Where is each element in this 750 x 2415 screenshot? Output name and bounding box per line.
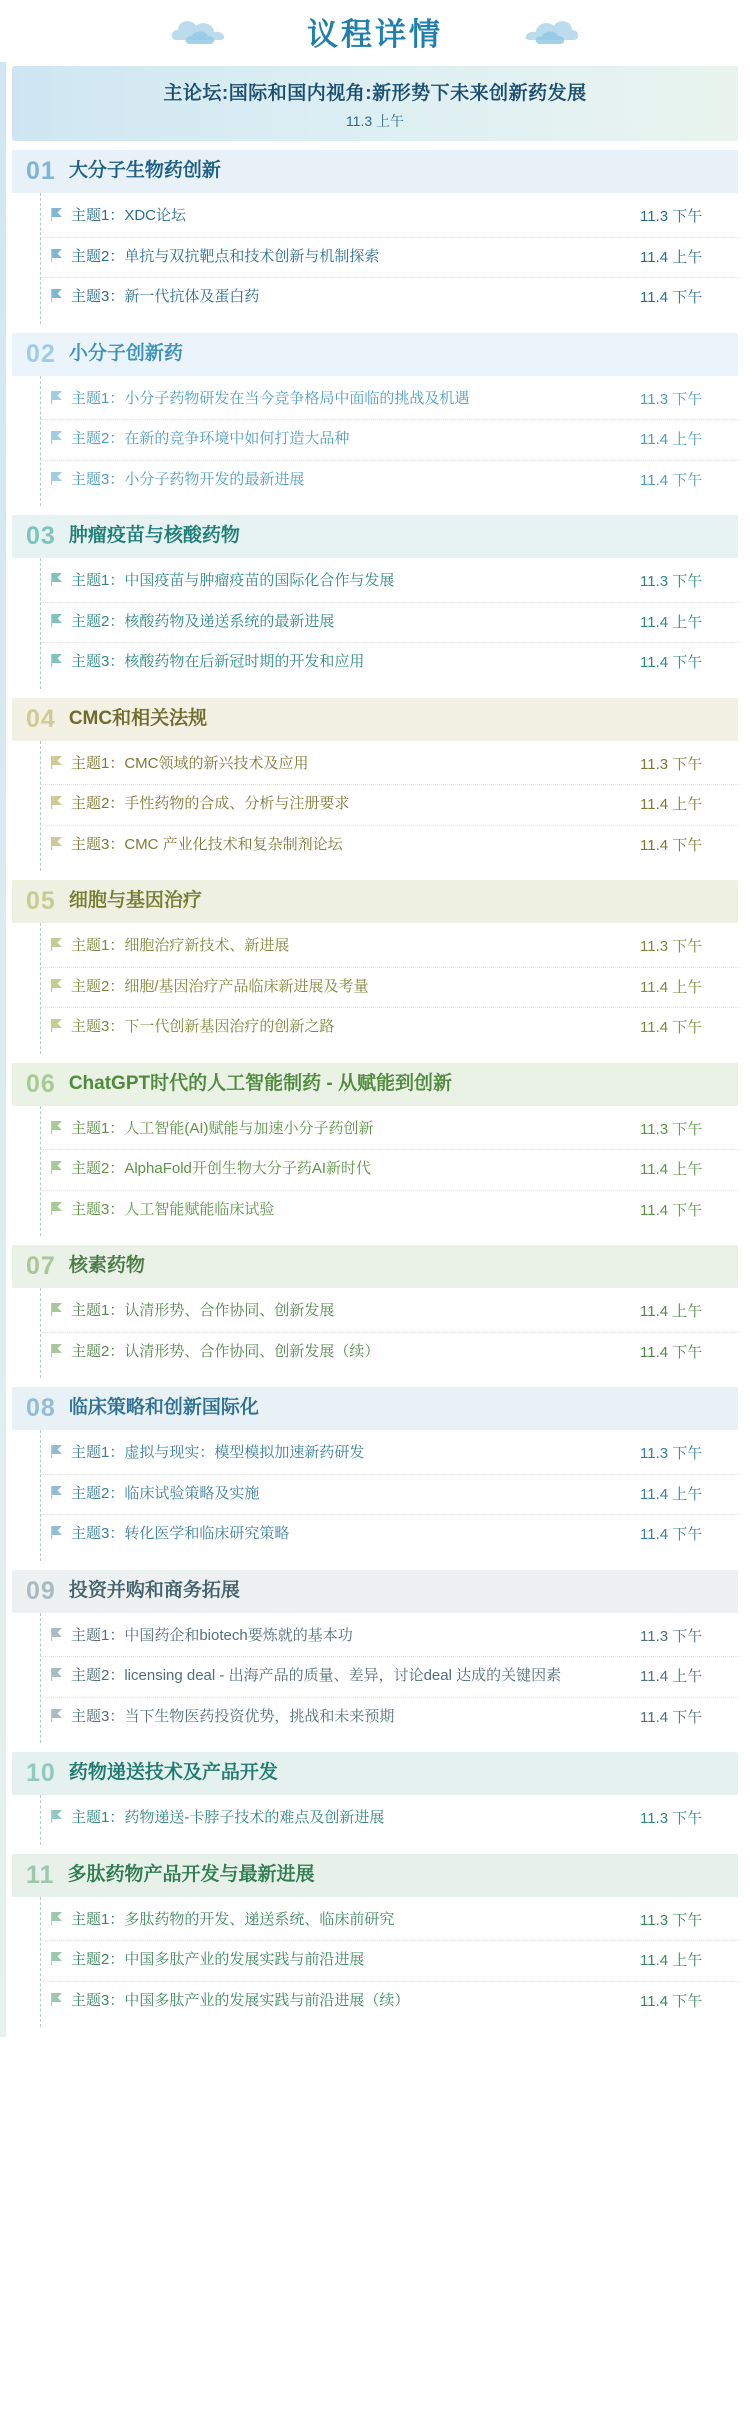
section-title: 肿瘤疫苗与核酸药物	[68, 525, 240, 547]
topic-title: 主题2：单抗与双抗靶点和技术创新与机制探索	[71, 247, 380, 265]
agenda-sections	[0, 150, 750, 2027]
list-item[interactable]	[41, 562, 738, 603]
section-title: 小分子创新药	[68, 342, 183, 364]
topic-list	[40, 1795, 738, 1845]
agenda-section	[12, 1387, 738, 1561]
topic-time: 11.4 下午	[640, 289, 703, 306]
topic-title: 主题1：小分子药物研发在当今竞争格局中面临的挑战及机遇	[71, 389, 470, 407]
section-header[interactable]	[12, 1570, 738, 1613]
flag-icon	[51, 472, 63, 485]
topic-title: 主题1：细胞治疗新技术、新进展	[71, 937, 290, 954]
section-number: 01	[26, 157, 56, 185]
section-title: CMC和相关法规	[68, 707, 208, 729]
flag-icon	[51, 938, 63, 951]
list-item[interactable]	[41, 1110, 738, 1151]
topic-time: 11.4 下午	[640, 1992, 703, 2010]
section-header[interactable]	[12, 1387, 738, 1430]
section-header[interactable]	[12, 1063, 738, 1106]
topic-title: 主题1：虚拟与现实：模型模拟加速新药研发	[71, 1444, 365, 1461]
topic-title: 主题3：核酸药物在后新冠时期的开发和应用	[71, 653, 365, 670]
topic-title: 主题3：人工智能赋能临床试验	[71, 1200, 275, 1218]
section-title: ChatGPT时代的人工智能制药 - 从赋能到创新	[68, 1072, 452, 1094]
agenda-section	[12, 1063, 738, 1237]
topic-time: 11.3 下午	[640, 1810, 703, 1827]
list-item[interactable]	[41, 826, 738, 866]
topic-title: 主题3：当下生物医药投资优势，挑战和未来预期	[71, 1707, 395, 1725]
section-title: 药物递送技术及产品开发	[68, 1762, 278, 1784]
list-item[interactable]	[41, 238, 738, 279]
section-header[interactable]	[12, 1245, 738, 1288]
topic-title: 主题3：下一代创新基因治疗的创新之路	[71, 1018, 335, 1035]
flag-icon	[51, 1445, 63, 1458]
section-header[interactable]	[12, 515, 738, 558]
list-item[interactable]	[41, 1008, 738, 1048]
flag-icon	[51, 249, 63, 262]
section-number: 06	[26, 1069, 56, 1098]
cloud-icon	[170, 14, 240, 48]
topic-time: 11.4 下午	[640, 471, 703, 489]
list-item[interactable]	[41, 1799, 738, 1839]
list-item[interactable]	[41, 1941, 738, 1982]
flag-icon	[51, 573, 63, 586]
flag-icon	[51, 654, 63, 667]
topic-title: 主题1：中国疫苗与肿瘤疫苗的国际化合作与发展	[71, 572, 395, 589]
list-item[interactable]	[41, 1515, 738, 1555]
left-edge-ribbon	[0, 0, 6, 2037]
flag-icon	[51, 1303, 63, 1316]
flag-icon	[51, 1952, 63, 1965]
list-item[interactable]	[41, 603, 738, 644]
topic-time: 11.3 下午	[640, 1627, 703, 1645]
topic-time: 11.3 下午	[640, 573, 703, 590]
agenda-section	[12, 698, 738, 872]
section-title: 核素药物	[68, 1255, 145, 1277]
flag-icon	[51, 1993, 63, 2006]
list-item[interactable]	[41, 1292, 738, 1333]
topic-title: 主题2：licensing deal - 出海产品的质量、差异，讨论deal 达成的关键因素	[71, 1667, 562, 1684]
topic-title: 主题2：手性药物的合成、分析与注册要求	[71, 795, 350, 812]
topic-title: 主题1：中国药企和biotech要炼就的基本功	[71, 1626, 353, 1644]
list-item[interactable]	[41, 745, 738, 786]
list-item[interactable]	[41, 968, 738, 1009]
topic-time: 11.3 下午	[640, 938, 703, 955]
topic-list	[40, 1288, 738, 1378]
main-forum-time: 11.3 上午	[345, 113, 405, 129]
agenda-section	[12, 880, 738, 1054]
flag-icon	[51, 208, 63, 221]
list-item[interactable]	[41, 1333, 738, 1373]
section-number: 03	[26, 522, 56, 550]
flag-icon	[51, 1709, 63, 1722]
agenda-section	[12, 333, 738, 507]
section-number: 08	[26, 1394, 56, 1422]
topic-time: 11.4 下午	[640, 1201, 703, 1219]
topic-time: 11.4 下午	[640, 836, 703, 854]
section-number: 04	[26, 704, 56, 733]
topic-title: 主题1：XDC论坛	[71, 207, 187, 224]
list-item[interactable]	[41, 1434, 738, 1475]
section-number: 10	[26, 1759, 56, 1787]
agenda-section	[12, 1245, 738, 1378]
section-header[interactable]	[12, 880, 738, 923]
section-header[interactable]	[12, 150, 738, 193]
topic-time: 11.3 下午	[640, 208, 703, 225]
section-number: 09	[26, 1576, 56, 1605]
topic-title: 主题1：药物递送-卡脖子技术的难点及创新进展	[71, 1809, 385, 1826]
flag-icon	[51, 1486, 63, 1499]
agenda-section	[12, 1570, 738, 1744]
agenda-section	[12, 1854, 738, 2028]
list-item[interactable]	[41, 1698, 738, 1738]
topic-title: 主题1：人工智能(AI)赋能与加速小分子药创新	[71, 1119, 374, 1137]
section-header[interactable]	[12, 333, 738, 376]
topic-list	[40, 376, 738, 507]
list-item[interactable]	[41, 785, 738, 826]
section-number: 05	[26, 887, 56, 915]
flag-icon	[51, 431, 63, 444]
section-number: 11	[26, 1860, 55, 1889]
topic-list	[40, 741, 738, 872]
topic-time: 11.4 上午	[640, 248, 703, 266]
topic-time: 11.4 上午	[640, 1161, 703, 1178]
topic-time: 11.3 下午	[640, 390, 703, 408]
list-item[interactable]	[41, 1982, 738, 2022]
topic-list	[40, 1897, 738, 2028]
page-header	[0, 0, 750, 62]
section-title: 临床策略和创新国际化	[68, 1397, 259, 1419]
topic-time: 11.4 上午	[640, 1485, 703, 1503]
flag-icon	[51, 756, 63, 769]
topic-title: 主题2：中国多肽产业的发展实践与前沿进展	[71, 1951, 365, 1968]
topic-time: 11.4 上午	[640, 431, 703, 448]
topic-title: 主题3：中国多肽产业的发展实践与前沿进展（续）	[71, 1991, 410, 2009]
topic-title: 主题1：认清形势、合作协同、创新发展	[71, 1302, 335, 1319]
topic-time: 11.3 下午	[640, 755, 703, 773]
topic-time: 11.4 下午	[640, 654, 703, 671]
list-item[interactable]	[41, 197, 738, 238]
topic-title: 主题2：在新的竞争环境中如何打造大品种	[71, 430, 350, 447]
topic-title: 主题1：多肽药物的开发、递送系统、临床前研究	[71, 1910, 395, 1928]
page-title: 议程详情	[307, 16, 443, 52]
topic-time: 11.4 上午	[640, 613, 703, 631]
topic-time: 11.4 下午	[640, 1019, 703, 1036]
list-item[interactable]	[41, 643, 738, 683]
topic-title: 主题2：临床试验策略及实施	[71, 1484, 260, 1502]
cloud-icon	[510, 14, 580, 48]
topic-title: 主题3：CMC 产业化技术和复杂制剂论坛	[71, 835, 343, 853]
flag-icon	[51, 1912, 63, 1925]
flag-icon	[51, 289, 63, 302]
list-item[interactable]	[41, 461, 738, 501]
topic-time: 11.4 下午	[640, 1708, 703, 1726]
list-item[interactable]	[41, 380, 738, 421]
flag-icon	[51, 1668, 63, 1681]
section-title: 细胞与基因治疗	[68, 890, 202, 912]
topic-time: 11.3 下午	[640, 1911, 703, 1929]
topic-time: 11.4 上午	[640, 1303, 703, 1320]
topic-title: 主题3：转化医学和临床研究策略	[71, 1525, 290, 1542]
agenda-section	[12, 1752, 738, 1845]
section-title: 大分子生物药创新	[68, 160, 221, 182]
section-header[interactable]	[12, 1752, 738, 1795]
section-number: 02	[26, 339, 56, 368]
section-number: 07	[26, 1252, 56, 1280]
flag-icon	[51, 796, 63, 809]
flag-icon	[51, 1121, 63, 1134]
topic-title: 主题3：新一代抗体及蛋白药	[71, 288, 260, 305]
topic-title: 主题3：小分子药物开发的最新进展	[71, 470, 305, 488]
topic-list	[40, 923, 738, 1054]
topic-time: 11.3 下午	[640, 1120, 703, 1138]
topic-list	[40, 1613, 738, 1744]
topic-list	[40, 193, 738, 324]
main-forum-banner	[12, 66, 738, 141]
list-item[interactable]	[41, 420, 738, 461]
topic-title: 主题2：认清形势、合作协同、创新发展（续）	[71, 1342, 380, 1360]
flag-icon	[51, 1344, 63, 1357]
list-item[interactable]	[41, 1191, 738, 1231]
flag-icon	[51, 1810, 63, 1823]
topic-title: 主题2：AlphaFold开创生物大分子药AI新时代	[71, 1160, 372, 1177]
main-forum-title: 主论坛:国际和国内视角:新形势下未来创新药发展	[163, 83, 587, 104]
list-item[interactable]	[41, 927, 738, 968]
agenda-section	[12, 515, 738, 689]
topic-list	[40, 1106, 738, 1237]
flag-icon	[51, 1202, 63, 1215]
flag-icon	[51, 614, 63, 627]
section-title: 多肽药物产品开发与最新进展	[67, 1863, 315, 1885]
section-header[interactable]	[12, 1854, 738, 1897]
flag-icon	[51, 1628, 63, 1641]
flag-icon	[51, 979, 63, 992]
topic-list	[40, 1430, 738, 1561]
topic-time: 11.4 上午	[640, 1668, 703, 1685]
flag-icon	[51, 1526, 63, 1539]
list-item[interactable]	[41, 1475, 738, 1516]
topic-time: 11.4 上午	[640, 1952, 703, 1969]
topic-time: 11.4 上午	[640, 796, 703, 813]
flag-icon	[51, 1161, 63, 1174]
topic-title: 主题2：核酸药物及递送系统的最新进展	[71, 612, 335, 630]
list-item[interactable]	[41, 1901, 738, 1942]
topic-time: 11.4 下午	[640, 1343, 703, 1361]
flag-icon	[51, 391, 63, 404]
section-title: 投资并购和商务拓展	[68, 1579, 240, 1601]
topic-title: 主题1：CMC领域的新兴技术及应用	[71, 754, 309, 772]
agenda-section	[12, 150, 738, 324]
topic-time: 11.4 上午	[640, 978, 703, 996]
flag-icon	[51, 837, 63, 850]
topic-time: 11.3 下午	[640, 1445, 703, 1462]
list-item[interactable]	[41, 278, 738, 318]
topic-title: 主题2：细胞/基因治疗产品临床新进展及考量	[71, 977, 369, 995]
list-item[interactable]	[41, 1150, 738, 1191]
flag-icon	[51, 1019, 63, 1032]
topic-time: 11.4 下午	[640, 1526, 703, 1543]
topic-list	[40, 558, 738, 689]
section-header[interactable]	[12, 698, 738, 741]
list-item[interactable]	[41, 1617, 738, 1658]
list-item[interactable]	[41, 1657, 738, 1698]
